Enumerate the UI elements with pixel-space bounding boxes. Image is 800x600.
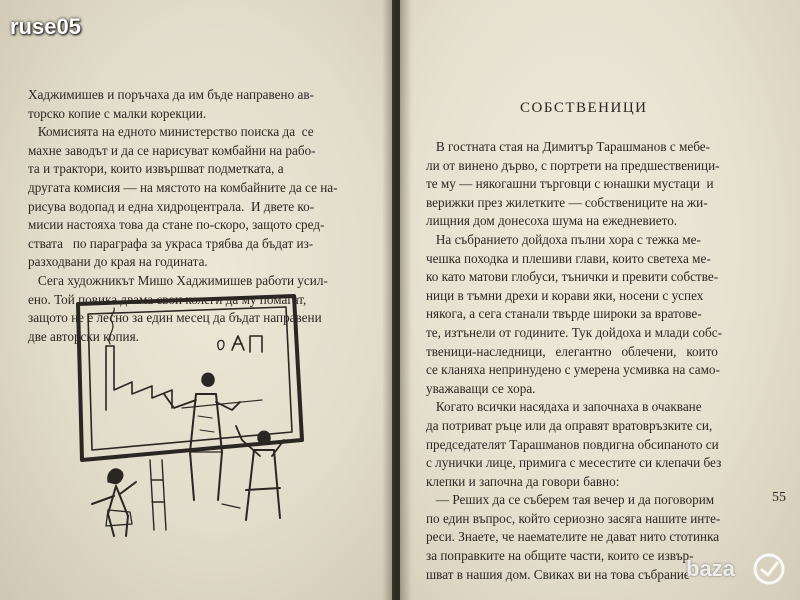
text-line: реси. Знаете, че наемателите не дават нито стотинка [426,529,720,545]
chapter-title: СОБСТВЕНИЦИ [520,100,648,116]
text-line: Хаджимишев и поръчаха да им бъде направено ав- [28,87,314,102]
text-line: някога, а сега станали твърде широки за вратове- [426,306,702,322]
text-line: ници в тъмни дрехи и корави яки, носени с успех [426,287,704,303]
text-line: те му — някогашни търговци с юнашки мустаци и [426,176,714,192]
text-line: твеници-наследници, елегантно облечени, които [426,343,718,359]
text-line: разходвани до края на годината. [28,254,208,270]
brand-logo-icon [752,552,786,586]
text-line: се кланяха непринудено с умерена усмивка на само- [426,362,720,378]
text-line: шват в нашия дом. Свиках ви на това събрание [426,566,690,582]
text-line: чешка походка и плешиви глави, които светеха ме- [426,250,711,266]
text-line: В гостната стая на Димитър Тарашманов с мебе- [426,139,710,154]
brand-watermark: baza [686,556,735,581]
text-line: мисии настояха това да стане по-скоро, защото сред- [28,217,325,233]
text-line: ли от виненo дърво, с портрети на предшественици- [426,157,720,173]
text-line: Когато всички насядаха и започнаха в очакване [426,399,702,415]
painters-illustration [62,290,312,540]
text-line: торско копие с малки корекции. [28,105,207,121]
text-line: за поправките на общите части, които се извър- [426,548,694,564]
text-line: верижки през жилетките — собствениците на жи- [426,194,708,210]
text-line: рисува водопад и една хидроцентрала. И двете ко- [28,198,315,214]
text-line: На събранието дойдоха пълни хора с тежка ме- [426,231,701,247]
text-line: махне заводът и да се нарисуват комбайни на рабо- [28,142,316,158]
page-number: 55 [772,490,786,505]
text-line: две авторски копия. [28,328,139,344]
text-line: та и трактори, които извършват подметката, а [28,161,284,177]
text-line: другата комисия — на мястото на комбайните да се на- [28,179,338,195]
seller-watermark: ruse05 [10,14,81,39]
text-line: защото не е лесно за един месец да бъдат направени [28,310,322,326]
text-line: председателят Тарашманов повдигна обсипаното си [426,436,719,452]
text-line: лищния дом донесоха шума на ежедневието. [426,213,678,229]
text-line: Сега художникът Мишо Хаджимишев работи усил- [28,272,328,288]
text-line: по един въпрос, който сериозно засяга нашите инте- [426,510,721,526]
text-line: ено. Той повика двама свои колеги да му помагат, [28,291,307,307]
text-line: — Реших да се съберем тая вечер и да поговорим [426,492,715,508]
text-line: ствата по параграфа за украса трябва да бъдат из- [28,235,314,251]
text-line: ко като матови глобуси, тънички и превити собстве- [426,269,719,285]
text-line: да потриват ръце или да оправят вратовръзките си, [426,417,713,433]
text-line: уважаващи се хора. [426,380,536,396]
text-line: те, изтънели от годините. Тук дойдоха и млади собс- [426,324,722,340]
text-line: Комисията на едното министерство поиска да се [28,124,314,140]
book-gutter [382,0,412,600]
text-line: клепки и започна да говори бавно: [426,473,620,489]
text-line: с лунички лице, примига с месестите си клепачи без [426,455,722,471]
right-page-text [426,138,766,584]
